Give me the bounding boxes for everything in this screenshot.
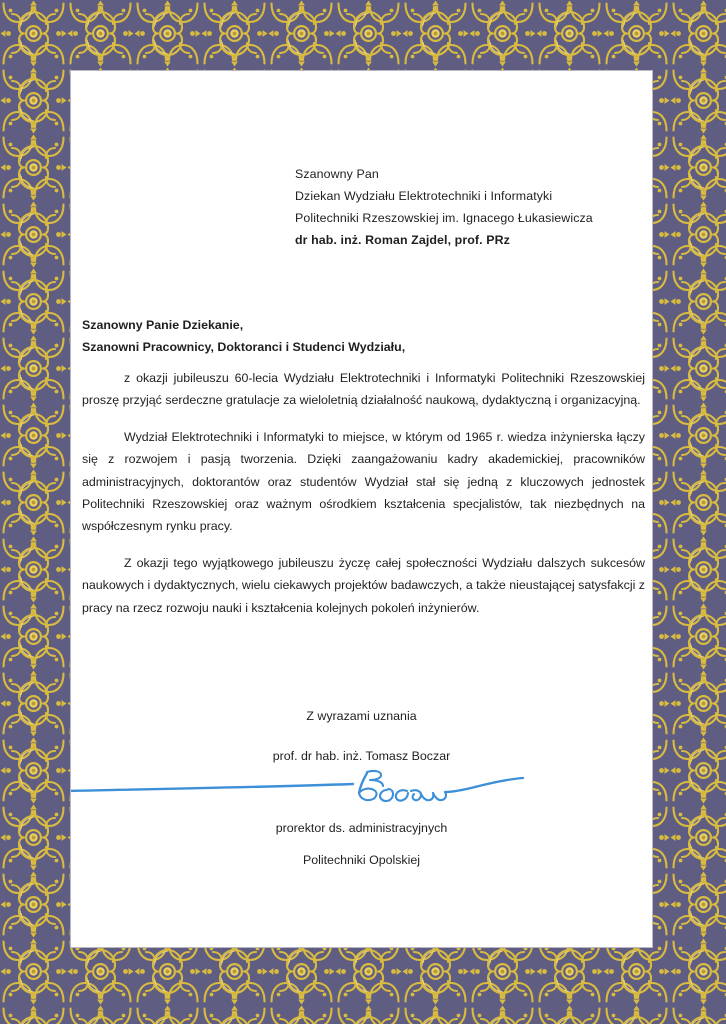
letter-sheet [71, 71, 652, 947]
letter-body [82, 367, 645, 619]
salutation-line-2: Szanowni Pracownicy, Doktoranci i Studenci Wydziału, [82, 340, 406, 354]
addressee-block [295, 163, 593, 251]
addressee-line-3: Politechniki Rzeszowskiej im. Ignacego Łukasiewicza [295, 211, 593, 225]
signature-area [71, 767, 652, 817]
addressee-name: dr hab. inż. Roman Zajdel, prof. PRz [295, 233, 510, 247]
body-paragraph-3: Z okazji tego wyjątkowego jubileuszu życzę całej społeczności Wydziału dalszych sukcesów naukowych i dydaktycznych, wielu ciekawych projektów badawczych, a także nieustającej satysfakcji z pracy na rzecz rozwoju nauki i kształcenia kolejnych pokoleń inżynierów. [82, 555, 645, 615]
handwritten-signature-icon [71, 767, 652, 817]
salutation-block [82, 314, 405, 358]
signer-name: prof. dr hab. inż. Tomasz Boczar [272, 749, 451, 763]
closing-block [71, 705, 652, 871]
addressee-line-1: Szanowny Pan [295, 167, 379, 181]
closing-spacer-2 [71, 839, 652, 849]
salutation-line-1: Szanowny Panie Dziekanie, [82, 318, 244, 332]
addressee-line-2: Dziekan Wydziału Elektrotechniki i Informatyki [295, 189, 553, 203]
signer-institution: Politechniki Opolskiej [302, 853, 421, 867]
body-paragraph-1: z okazji jubileuszu 60-lecia Wydziału Elektrotechniki i Informatyki Politechniki Rzeszowskiej proszę przyjąć serdeczne gratulacje za wieloletnią działalność naukową, dydaktyczną i organizacyjną. [82, 371, 645, 408]
signer-title: prorektor ds. administracyjnych [275, 821, 448, 835]
body-paragraph-2: Wydział Elektrotechniki i Informatyki to miejsce, w którym od 1965 r. wiedza inżynierska łączy się z rozwojem i pasją tworzenia. Dzięki zaangażowaniu kadry akademickiej, pracowników administracyjnych, doktorantów oraz studentów Wydział stał się jedną z kluczowych jednostek Politechniki Rzeszowskiej oraz ważnym ośrodkiem kształcenia specjalistów, tak niezbędnych na współczesnym rynku pracy. [82, 429, 645, 534]
closing-regards: Z wyrazami uznania [306, 709, 417, 723]
closing-spacer-1 [71, 727, 652, 745]
